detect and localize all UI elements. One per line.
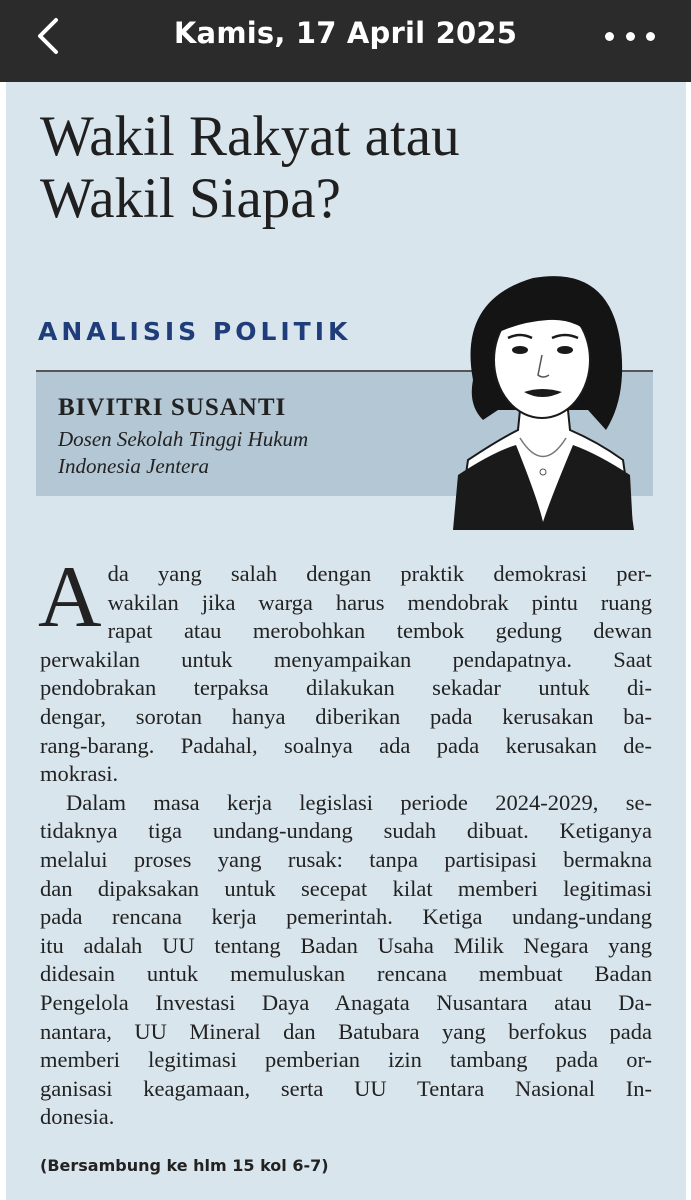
back-button[interactable] [28,14,72,58]
article-headline [40,106,680,230]
paragraph [38,549,652,789]
text-line: dan dipaksakan untuk secepat kilat memberi legitimasi [40,875,652,901]
text-line: itu adalah UU tentang Badan Usaha Milik Negara yang [40,932,652,958]
author-portrait [438,260,648,530]
text-line: rapat atau merobohkan tembok gedung dewan [107,618,652,644]
text-line: tidaknya tiga undang-undang sudah dibuat. Ketiganya [40,818,652,844]
drop-cap: A [38,549,102,646]
paragraph [40,789,652,1132]
text-line: wakilan jika warga harus mendobrak pintu ruang [107,589,652,615]
more-button[interactable] [605,24,655,48]
author-role-line: Indonesia Jentera [58,454,210,478]
text-line: didesain untuk memuluskan rencana membuat Badan [40,961,652,987]
more-horizontal-icon [605,32,614,41]
text-line: nantara, UU Mineral dan Batubara yang berfokus pada [40,1018,652,1044]
text-line: melalui proses yang rusak: tanpa partisipasi bermakna [40,846,652,872]
article-page [6,82,686,1200]
more-horizontal-icon [626,32,635,41]
section-rubric: ANALISIS POLITIK [38,317,352,346]
article-body [38,549,652,1132]
text-line: pendobrakan terpaksa dilakukan sekadar untuk di- [40,675,652,701]
chevron-left-icon [28,14,72,58]
author-name: BIVITRI SUSANTI [58,394,287,421]
page-title: Kamis, 17 April 2025 [173,16,518,50]
text-line: Pengelola Investasi Daya Anagata Nusantara atau Da- [40,989,652,1015]
continuation-note: (Bersambung ke hlm 15 kol 6-7) [40,1156,329,1175]
text-line: perwakilan untuk menyampaikan pendapatnya. Saat [40,646,652,672]
more-horizontal-icon [646,32,655,41]
author-role-line: Dosen Sekolah Tinggi Hukum [58,427,309,451]
headline-line: Wakil Rakyat atau [40,105,460,168]
author-role [58,426,418,480]
top-bar [0,0,691,82]
headline-line: Wakil Siapa? [40,167,341,230]
text-line: mokrasi. [40,761,119,787]
text-line: donesia. [40,1104,115,1130]
text-line: dengar, sorotan hanya diberikan pada kerusakan ba- [40,703,652,729]
text-line: pada rencana kerja pemerintah. Ketiga undang-undang [40,904,652,930]
text-line: ganisasi keagamaan, serta UU Tentara Nasional In- [40,1075,652,1101]
text-line: rang-barang. Padahal, soalnya ada pada kerusakan de- [40,732,652,758]
text-line: Dalam masa kerja legislasi periode 2024-2029, se- [66,789,652,815]
text-line: memberi legitimasi pemberian izin tambang pada or- [40,1047,652,1073]
text-line: da yang salah dengan praktik demokrasi per- [107,561,652,586]
